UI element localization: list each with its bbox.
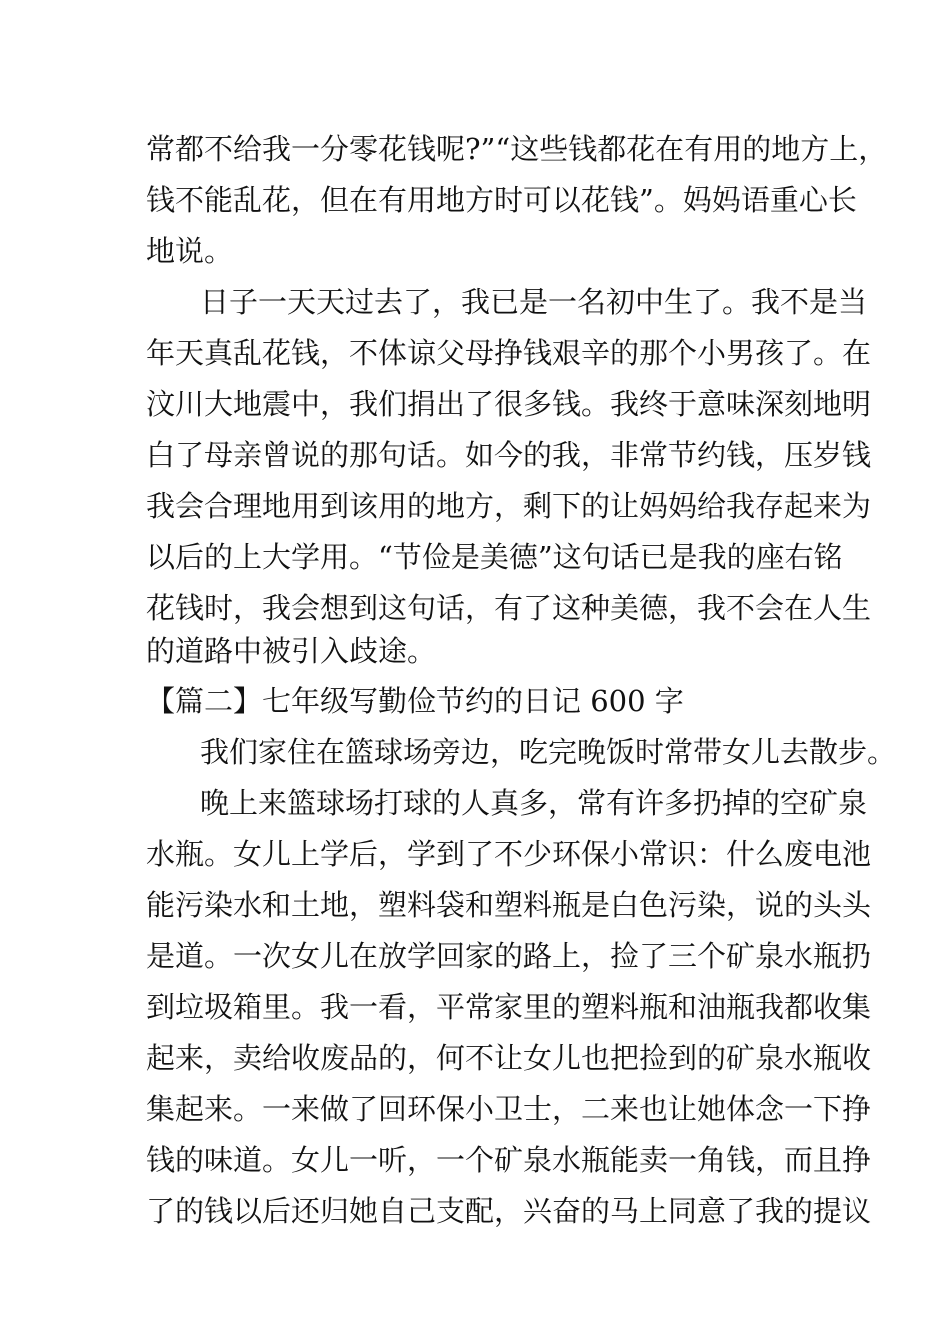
paragraph-start-line: 我们家住在篮球场旁边，吃完晚饭时常带女儿去散步。 xyxy=(200,735,897,769)
text-line: 年天真乱花钱，不体谅父母挣钱艰辛的那个小男孩了。在 xyxy=(146,336,872,370)
text-line: 了的钱以后还归她自己支配，兴奋的马上同意了我的提议 xyxy=(146,1194,872,1228)
text-line: 地说。 xyxy=(146,234,234,268)
text-line: 钱的味道。女儿一听，一个矿泉水瓶能卖一角钱，而且挣 xyxy=(146,1143,872,1177)
text-line: 能污染水和土地，塑料袋和塑料瓶是白色污染，说的头头 xyxy=(146,888,872,922)
text-line: 白了母亲曾说的那句话。如今的我，非常节约钱，压岁钱 xyxy=(146,438,872,472)
text-line: 的道路中被引入歧途。 xyxy=(146,634,437,668)
text-line: 是道。一次女儿在放学回家的路上，捡了三个矿泉水瓶扔 xyxy=(146,939,872,973)
text-line: 集起来。一来做了回环保小卫士，二来也让她体念一下挣 xyxy=(146,1092,872,1126)
text-line: 钱不能乱花，但在有用地方时可以花钱”。妈妈语重心长 xyxy=(146,183,857,217)
text-line: 以后的上大学用。“节俭是美德”这句话已是我的座右铭 xyxy=(146,540,843,574)
text-line: 到垃圾箱里。我一看，平常家里的塑料瓶和油瓶我都收集 xyxy=(146,990,872,1024)
text-line: 起来，卖给收废品的，何不让女儿也把捡到的矿泉水瓶收 xyxy=(146,1041,872,1075)
text-line: 汶川大地震中，我们捐出了很多钱。我终于意味深刻地明 xyxy=(146,387,872,421)
paragraph-start-line: 晚上来篮球场打球的人真多，常有许多扔掉的空矿泉 xyxy=(200,786,868,820)
text-line: 常都不给我一分零花钱呢?”“这些钱都花在有用的地方上， xyxy=(146,132,888,166)
section-heading: 【篇二】七年级写勤俭节约的日记 600 字 xyxy=(146,684,684,718)
text-line: 我会合理地用到该用的地方，剩下的让妈妈给我存起来为 xyxy=(146,489,872,523)
paragraph-start-line: 日子一天天过去了，我已是一名初中生了。我不是当 xyxy=(200,285,868,319)
text-line: 水瓶。女儿上学后，学到了不少环保小常识：什么废电池 xyxy=(146,837,872,871)
text-line: 花钱时，我会想到这句话，有了这种美德，我不会在人生 xyxy=(146,591,872,625)
